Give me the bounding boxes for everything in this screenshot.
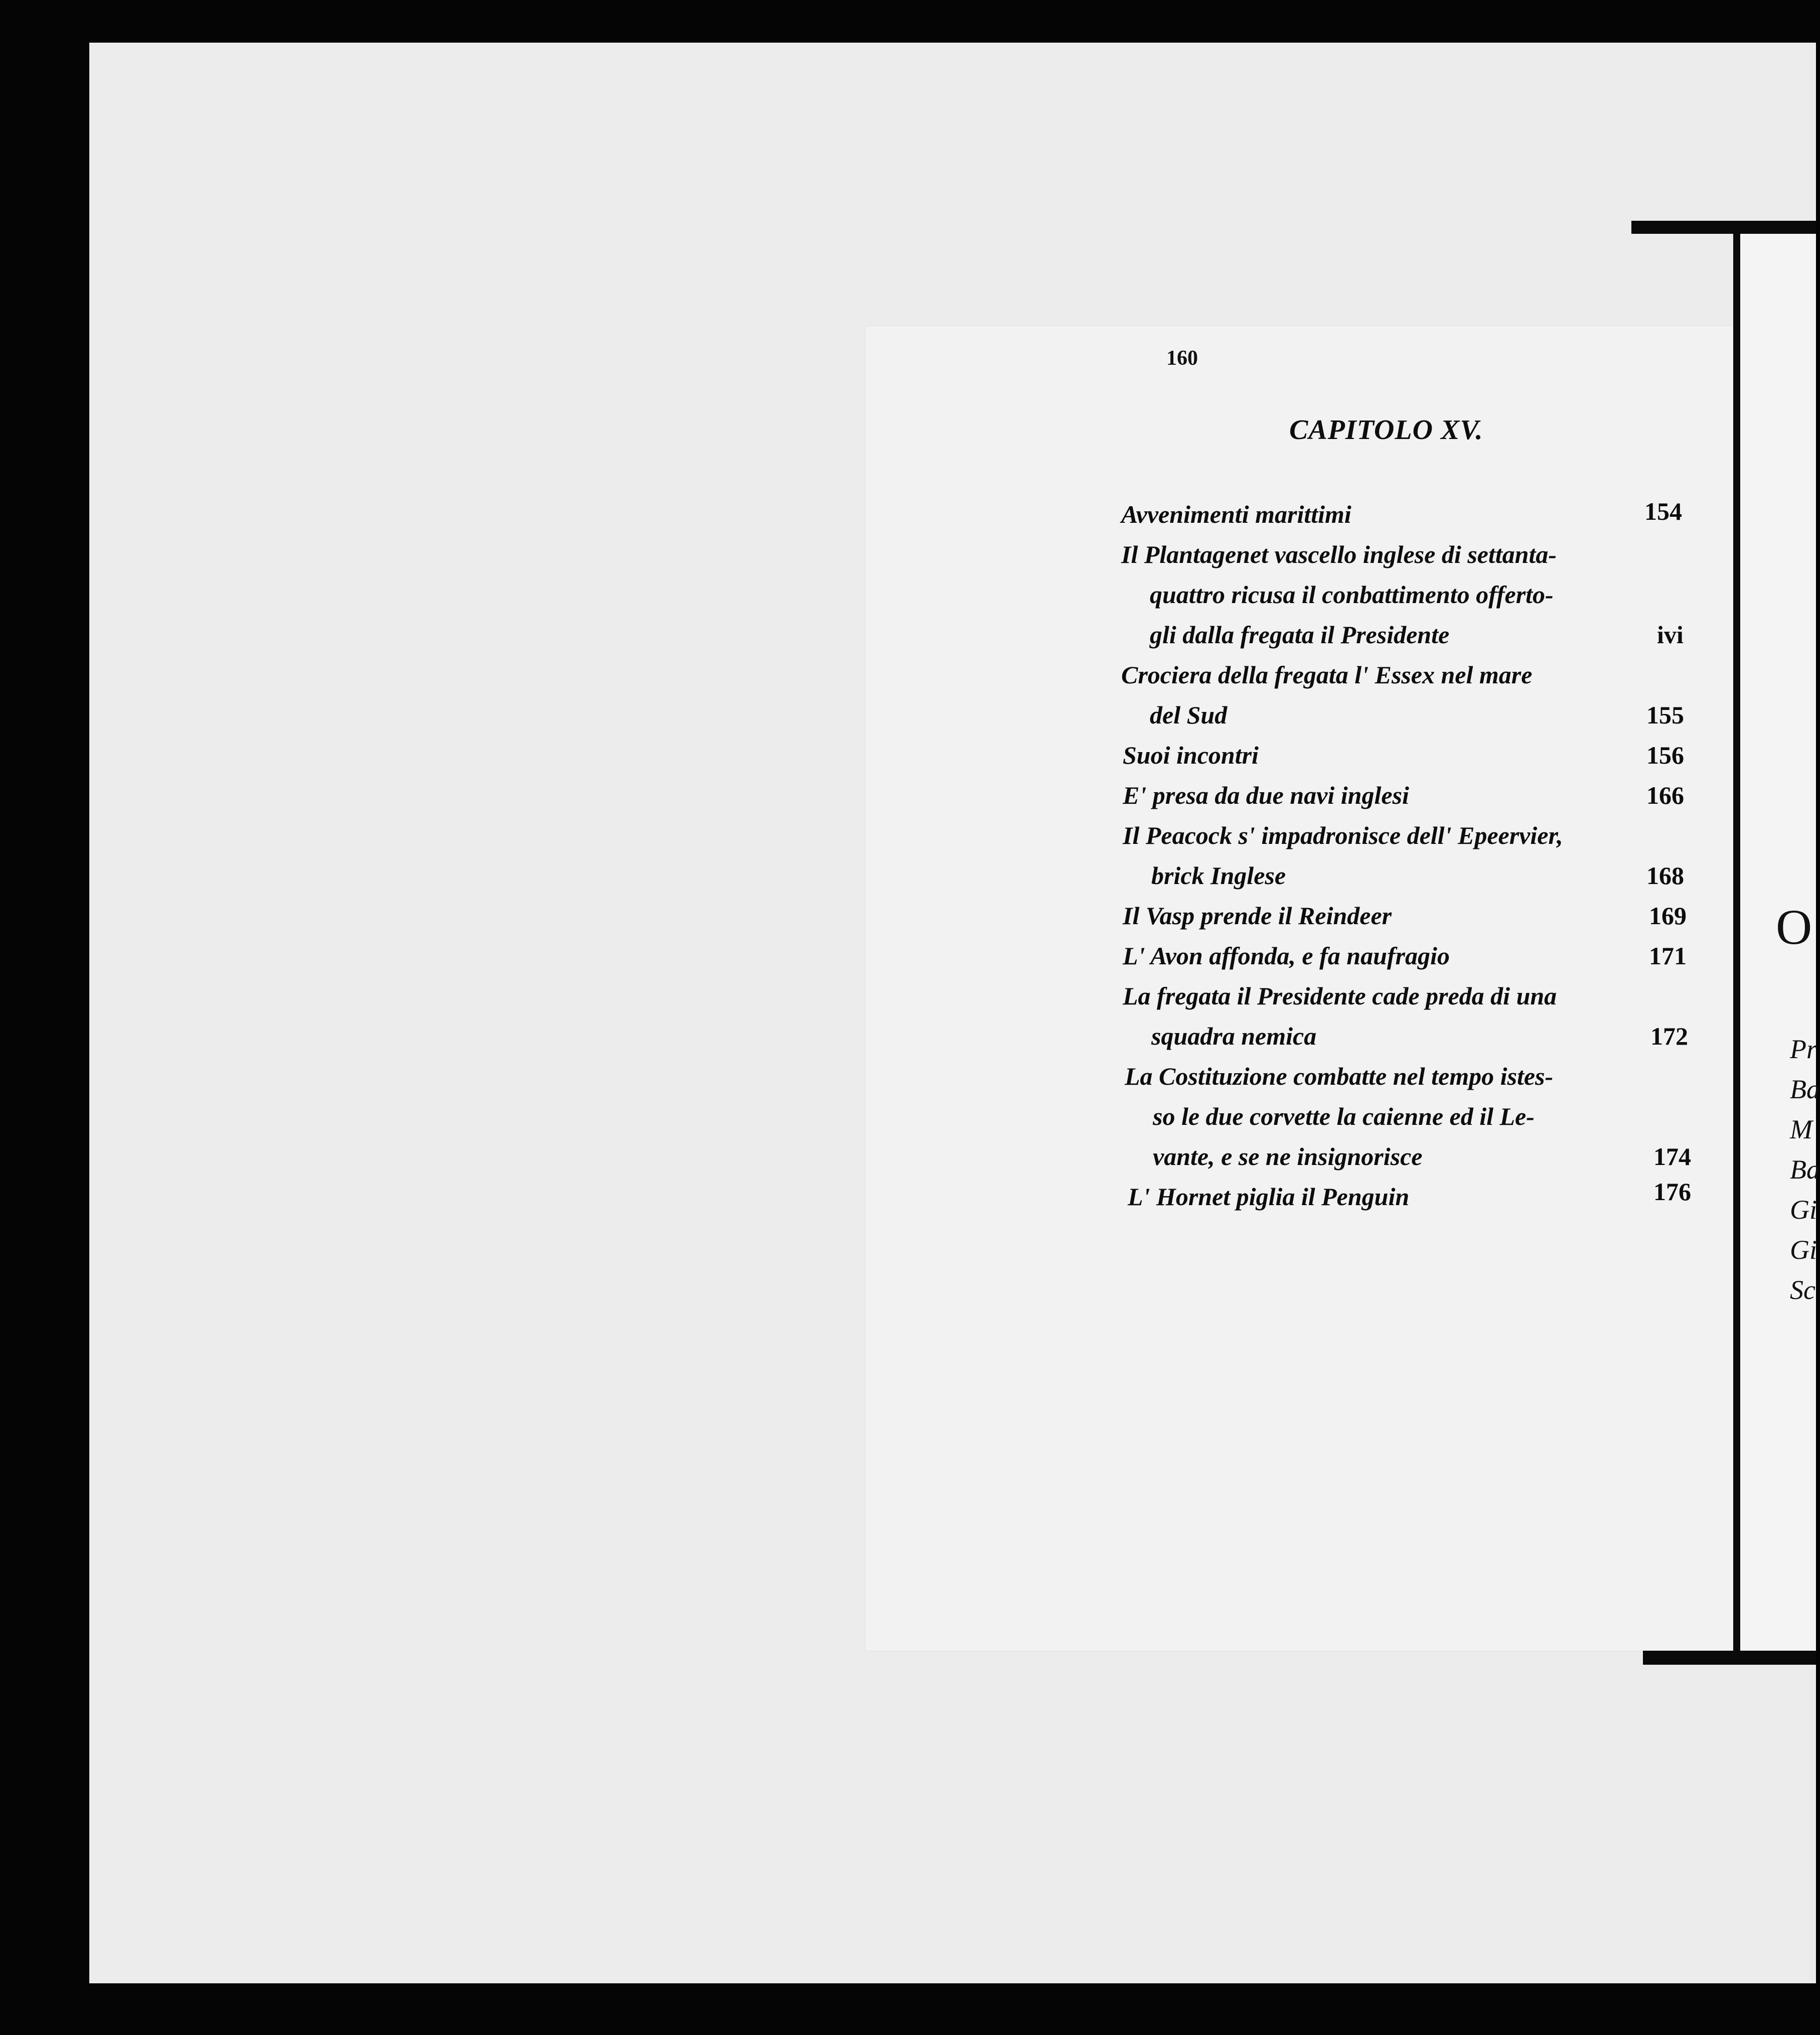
toc-entry-continuation: del Sud [1150,701,1228,729]
toc-entry: Il Peacock s' impadronisce dell' Epeervier, [1123,821,1563,849]
chapter-title: CAPITOLO XV. [1289,414,1483,446]
toc-page-number: 155 [1646,701,1684,729]
facing-page-line: Sc [1790,1275,1815,1305]
toc-page-number: 171 [1649,942,1687,970]
facing-page-line: M [1790,1114,1812,1144]
facing-page-line: Gi [1790,1235,1817,1265]
toc-entry-continuation: squadra nemica [1151,1022,1317,1050]
binding-frame-bottom [1643,1651,1816,1665]
toc-entry-continuation: so le due corvette la caienne ed il Le- [1153,1102,1535,1130]
facing-page-line: Gi [1790,1195,1817,1225]
toc-entry: L' Avon affonda, e fa naufragio [1123,942,1450,970]
toc-entry-continuation: quattro ricusa il conbattimento offerto- [1150,580,1554,609]
toc-entry: Il Plantagenet vascello inglese di settanta- [1121,540,1557,568]
toc-page-number: 168 [1646,861,1684,890]
toc-entry: Il Vasp prende il Reindeer [1123,902,1392,930]
toc-entry: L' Hornet piglia il Penguin [1128,1183,1410,1211]
toc-entry-continuation: vante, e se ne insignorisce [1153,1142,1423,1171]
toc-entry: Crociera della fregata l' Essex nel mare [1121,661,1533,689]
toc-entry: E' presa da due navi inglesi [1123,781,1409,809]
toc-page-number: ivi [1657,621,1684,649]
toc-page-number: 174 [1653,1142,1691,1171]
toc-page-number: 156 [1646,741,1684,769]
toc-entry: Suoi incontri [1123,741,1259,769]
toc-entry: La fregata il Presidente cade preda di una [1123,982,1557,1010]
toc-entry: Avvenimenti marittimi [1121,500,1351,528]
toc-page-number: 169 [1649,902,1687,930]
toc-page-number: 154 [1644,497,1682,525]
binding-frame-top [1631,221,1816,234]
page-number: 160 [1166,347,1198,370]
toc-entry-continuation: brick Inglese [1151,861,1286,890]
toc-page-number: 166 [1646,781,1684,809]
facing-page-heading: O [1776,899,1812,955]
binding-frame-left [1733,221,1740,1651]
facing-page-line: Ba [1790,1154,1820,1185]
toc-page-number: 176 [1653,1178,1691,1206]
toc-page-number: 172 [1650,1022,1688,1050]
toc-entry-continuation: gli dalla fregata il Presidente [1150,621,1450,649]
facing-page-line: Pr [1790,1034,1817,1064]
toc-entry: La Costituzione combatte nel tempo istes- [1125,1062,1554,1090]
facing-page-line: Ba [1790,1074,1820,1104]
